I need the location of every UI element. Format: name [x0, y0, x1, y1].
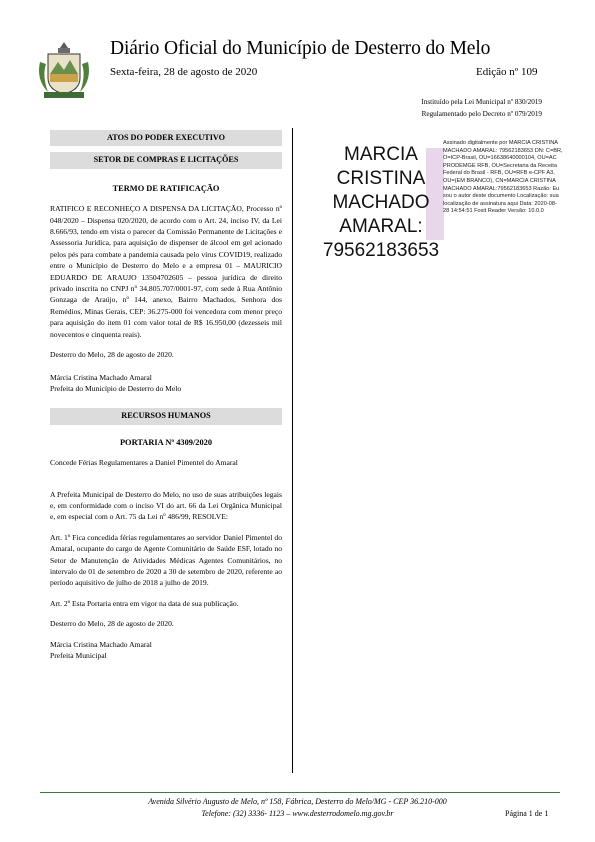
- ratification-place-date: Desterro do Melo, 28 de agosto de 2020.: [50, 350, 174, 360]
- ordinance-intro: A Prefeita Municipal de Desterro do Melo, no uso de suas atribuições legais e, em conformidade com o inciso VI do art. 66 da Lei Orgânica Municipal e, em especial com o Art. 75 da Lei nº 486/99, RESOLVE:: [50, 489, 282, 522]
- ratification-heading: TERMO DE RATIFICAÇÃO: [112, 183, 220, 193]
- digital-signature-name[interactable]: [318, 143, 444, 263]
- footer-contact: Telefone: (32) 3336- 1123 – www.desterrodomelo.mg.gov.br: [201, 809, 394, 818]
- section-box-executive: ATOS DO PODER EXECUTIVO: [50, 130, 282, 146]
- ordinance-subject: Concede Férias Regulamentares a Daniel Pimentel do Amaral: [50, 458, 238, 468]
- edition-number: Edição nº 109: [476, 66, 538, 78]
- ordinance-signer-name: Márcia Cristina Machado Amaral: [50, 639, 152, 649]
- publication-date: Sexta-feira, 28 de agosto de 2020: [110, 66, 258, 78]
- ordinance-place-date: Desterro do Melo, 28 de agosto de 2020.: [50, 619, 174, 629]
- signature-name-line: MACHADO: [332, 192, 430, 213]
- municipal-crest-logo: [34, 40, 94, 102]
- digital-signature-details: Assinado digitalmente por MARCIA CRISTINA MACHADO AMARAL: 79562183653 DN: C=BR, O=ICP-Brasil, OU=16638640000104, OU=AC PRODEMGE RFB, OU=Secretaria da Receita Federal do Brasil - RFB, OU=RFB e-CPF A3, OU=(EM BRANCO), CN=MARCIA CRISTINA MACHADO AMARAL:79562183653 Razão: Eu sou o autor deste documento Localização: sua localização de assinatura aqui Data: 2020-08-28 14:54:51 Foxit Reader Versão: 10.0.0: [443, 140, 563, 215]
- footer-divider: [40, 792, 560, 793]
- ratification-signer-role: Prefeita do Município de Desterro do Melo: [50, 383, 182, 393]
- section-box-hr: RECURSOS HUMANOS: [50, 408, 282, 424]
- ratification-signer-name: Márcia Cristina Machado Amaral: [50, 372, 152, 382]
- ordinance-article-1: Art. 1º Fica concedida férias regulamentares ao servidor Daniel Pimentel do Amaral, ocupante do cargo de Agente Comunitário de Saúde ESF, lotado no Setor de Manutenção de Atividades Médicas Agentes Comunitários, no intervalo de 01 de setembro de 2020 a 30 de setembro de 2020, referente ao período aquisitivo de julho de 2018 a julho de 2019.: [50, 532, 282, 588]
- section-box-purchasing: SETOR DE COMPRAS E LICITAÇÕES: [50, 152, 282, 168]
- signature-name-line: CRISTINA: [336, 168, 426, 189]
- instituted-law: Instituído pela Lei Municipal nº 830/2019: [421, 98, 542, 106]
- gazette-title: Diário Oficial do Município de Desterro do Melo: [110, 38, 491, 59]
- ratification-body: RATIFICO E RECONHEÇO A DISPENSA DA LICITAÇÃO, Processo nº 048/2020 – Dispensa 020/2020, de acordo com o Art. 24, inciso IV, da Lei 8.666/93, tendo em vista o parecer da Comissão Permanente de Licitações e Assessoria Jurídica, para aquisição de dispenser de álcool em gel acionado pelos pés para combate a pandemia causada pelo vírus COVID19, realizado entre o Município de Desterro do Melo e a empresa 01 – MAURICIO EDUARDO DE ARAUJO 13504702605 – pessoa jurídica de direito privado inscrita no CNPJ nº 34.805.707/0001-97, com sede à Rua Antônio Gonzaga de Araújo, nº 144, anexo, Bairro Machados, Senhora dos Remédios, Minas Gerais, CEP: 36.275-000 foi vencedora com menor preço para aquisição do item 01 com valor total de R$ 16.950,00 (dezesseis mil novecentos e cinquenta reais).: [50, 204, 282, 339]
- ordinance-signer-role: Prefeita Municipal: [50, 651, 107, 660]
- signature-name-line: AMARAL:: [339, 216, 423, 237]
- signature-name-line: 79562183653: [322, 240, 440, 261]
- ordinance-heading: PORTARIA Nº 4309/2020: [119, 437, 213, 447]
- footer-address: Avenida Silvério Augusto de Melo, nº 158, Fábrica, Desterro do Melo/MG - CEP 36.210-000: [148, 797, 447, 806]
- signature-name-line: MARCIA: [344, 144, 418, 165]
- page-number: Página 1 de 1: [505, 809, 549, 818]
- column-divider: [292, 128, 293, 773]
- ordinance-article-2: Art. 2º Esta Portaria entra em vigor na data de sua publicação.: [50, 598, 239, 608]
- regulation-decree: Regulamentado pelo Decreto nº 079/2019: [421, 109, 542, 118]
- left-column: [50, 130, 282, 661]
- legal-basis: [421, 97, 542, 120]
